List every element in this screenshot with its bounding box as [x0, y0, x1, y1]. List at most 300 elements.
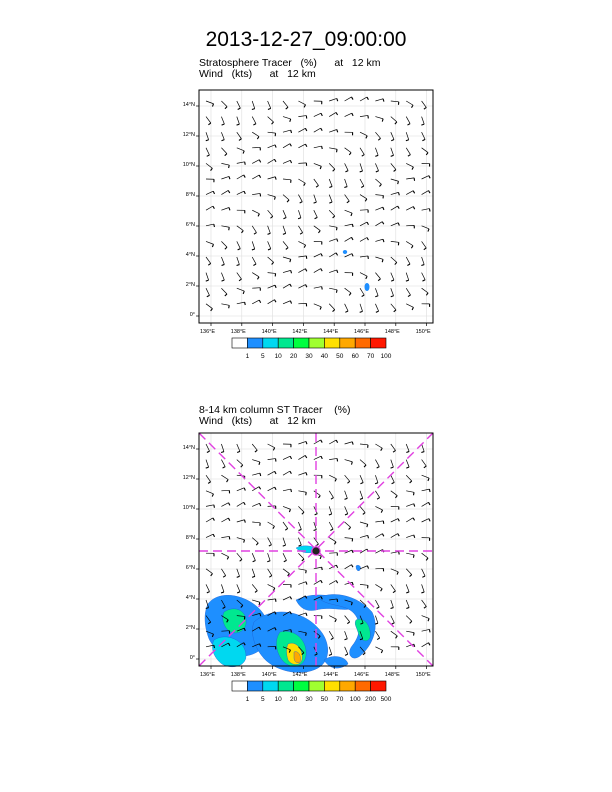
wind-barb	[268, 487, 275, 491]
wind-barb-flag	[329, 202, 332, 203]
wind-barb-flag	[243, 151, 244, 154]
colorbar-swatch	[232, 681, 247, 691]
wind-barb-flag	[413, 555, 414, 558]
wind-barb	[252, 257, 256, 264]
wind-barb-flag	[306, 570, 307, 573]
wind-barb-flag	[316, 185, 318, 187]
wind-barb	[360, 304, 363, 312]
wind-barb	[298, 613, 306, 616]
wind-barb	[345, 475, 350, 481]
lon-tick-label: 138°E	[230, 329, 246, 335]
wind-barb-flag	[237, 265, 240, 266]
wind-barb	[345, 506, 348, 513]
wind-barb-flag	[273, 526, 275, 529]
wind-barb	[375, 239, 383, 241]
wind-barb-flag	[229, 207, 230, 210]
wind-barb-flag	[377, 467, 380, 468]
wind-barb-flag	[345, 171, 348, 172]
colorbar-swatch	[309, 681, 324, 691]
wind-barb-flag	[412, 167, 413, 170]
wind-barb-flag	[345, 654, 348, 655]
colorbar-label: 10	[274, 696, 282, 703]
wind-barb-flag	[305, 144, 306, 147]
wind-barb	[314, 580, 321, 584]
colorbar-swatch	[355, 681, 370, 691]
wind-barb	[375, 506, 382, 510]
wind-barb	[422, 460, 427, 466]
wind-barb	[422, 191, 429, 195]
wind-barb-flag	[244, 502, 246, 505]
wind-barb-flag	[320, 307, 321, 310]
lat-tick-label: 0°	[189, 312, 195, 318]
wind-barb	[237, 162, 245, 164]
wind-barb-flag	[406, 607, 409, 608]
wind-barb-flag	[289, 509, 290, 512]
wind-barb-flag	[287, 200, 289, 202]
wind-barb-flag	[318, 231, 320, 233]
panel1-subtitle: Wind (kts) at 12 km	[199, 68, 316, 80]
wind-barb	[345, 522, 351, 527]
wind-barb-flag	[225, 154, 227, 156]
wind-barb	[360, 273, 367, 277]
wind-barb-flag	[360, 483, 363, 484]
wind-barb	[221, 536, 229, 537]
wind-barb	[268, 285, 275, 288]
lon-tick-label: 144°E	[323, 672, 339, 678]
wind-barb	[391, 206, 398, 210]
wind-barb-flag	[237, 124, 240, 125]
wind-barb	[329, 304, 335, 310]
wind-barb	[252, 193, 260, 194]
wind-barb-flag	[258, 214, 259, 217]
colorbar-swatch	[232, 338, 247, 348]
wind-barb-flag	[259, 175, 260, 178]
wind-barb-flag	[244, 175, 246, 178]
wind-barb-flag	[206, 280, 209, 281]
wind-barb	[268, 210, 273, 216]
wind-barb	[375, 521, 383, 522]
wind-barb	[252, 117, 256, 124]
wind-barb	[345, 179, 348, 187]
wind-barb	[329, 631, 333, 638]
wind-barb-flag	[244, 520, 245, 523]
wind-barb	[375, 132, 380, 138]
wind-barb-flag	[336, 565, 337, 568]
lat-tick-label: 8°N	[185, 535, 195, 541]
wind-barb-flag	[414, 535, 415, 538]
wind-barb	[360, 506, 365, 512]
wind-barb	[360, 163, 363, 171]
wind-barb	[206, 191, 213, 194]
wind-barb	[360, 238, 367, 242]
wind-barb-flag	[428, 229, 429, 232]
wind-barb-flag	[229, 305, 230, 308]
wind-barb-flag	[255, 591, 257, 593]
wind-barb	[268, 241, 271, 248]
wind-barb	[345, 224, 353, 226]
wind-barb-flag	[225, 247, 227, 249]
lon-tick-label: 148°E	[384, 329, 400, 335]
wind-barb	[268, 177, 276, 179]
wind-barb-flag	[406, 280, 409, 281]
wind-barb	[283, 471, 290, 475]
colorbar-swatch	[294, 681, 309, 691]
wind-barb	[360, 522, 368, 524]
wind-barb	[345, 616, 350, 622]
wind-barb	[283, 257, 291, 259]
wind-barb	[283, 456, 290, 459]
wind-barb	[268, 522, 275, 526]
wind-barb-flag	[283, 545, 286, 546]
tracer-patch	[365, 283, 370, 291]
wind-barb	[345, 254, 352, 257]
wind-barb	[345, 113, 352, 116]
wind-barb-flag	[398, 192, 399, 195]
wind-barb-flag	[243, 291, 244, 294]
wind-barb-flag	[429, 209, 430, 212]
wind-barb-flag	[407, 124, 410, 125]
wind-barb-flag	[306, 492, 307, 495]
wind-barb	[298, 455, 305, 459]
wind-barb-flag	[344, 187, 347, 188]
wind-barb-flag	[306, 285, 307, 288]
wind-barb	[375, 288, 378, 296]
wind-barb-flag	[300, 233, 303, 235]
lat-tick-label: 10°N	[182, 505, 195, 511]
wind-barb-flag	[259, 487, 261, 490]
wind-barb	[206, 460, 209, 468]
colorbar-swatch	[355, 338, 370, 348]
wind-barb	[391, 444, 396, 450]
wind-barb-flag	[331, 638, 334, 640]
wind-barb	[375, 491, 379, 498]
wind-barb	[422, 273, 426, 280]
wind-barb	[375, 534, 382, 538]
wind-barb	[283, 195, 289, 200]
wind-barb-flag	[352, 113, 353, 116]
wind-barb-flag	[424, 466, 426, 468]
wind-barb-flag	[221, 140, 224, 141]
wind-barb-flag	[424, 606, 426, 608]
wind-barb	[422, 629, 430, 631]
wind-barb	[360, 179, 364, 186]
wind-barb-flag	[398, 206, 400, 209]
wind-barb	[237, 584, 240, 591]
wind-barb	[422, 502, 429, 506]
wind-barb	[298, 582, 306, 585]
wind-barb-flag	[253, 561, 256, 562]
wind-barb	[406, 569, 412, 575]
wind-barb-flag	[407, 264, 410, 265]
wind-barb	[406, 553, 414, 555]
colorbar-swatch	[324, 338, 339, 348]
wind-barb-flag	[322, 567, 323, 570]
wind-barb	[422, 257, 425, 265]
wind-barb	[391, 616, 395, 623]
wind-barb	[375, 584, 382, 588]
wind-barb	[221, 148, 226, 154]
wind-barb	[237, 553, 242, 559]
wind-barb-flag	[382, 259, 383, 262]
wind-barb	[298, 285, 305, 289]
wind-barb-flag	[421, 452, 424, 453]
wind-barb	[375, 304, 378, 311]
wind-barb	[206, 584, 210, 591]
wind-barb-flag	[397, 572, 398, 575]
wind-barb-flag	[349, 293, 351, 295]
wind-barb	[360, 288, 364, 295]
wind-barb-flag	[299, 545, 302, 546]
wind-barb	[422, 616, 429, 619]
wind-barb	[252, 584, 257, 590]
wind-barb	[422, 241, 427, 248]
wind-barb	[206, 206, 213, 210]
wind-barb	[283, 569, 289, 574]
wind-barb-flag	[395, 262, 397, 264]
wind-barb	[391, 179, 399, 181]
wind-barb-flag	[212, 494, 213, 497]
wind-barb	[268, 145, 275, 148]
wind-barb	[314, 179, 319, 185]
wind-barb	[422, 553, 428, 558]
wind-barb-flag	[428, 643, 430, 646]
wind-barb-flag	[322, 146, 323, 149]
wind-barb	[206, 569, 212, 574]
wind-barb-flag	[375, 623, 378, 624]
colorbar-swatch	[371, 681, 386, 691]
wind-barb-flag	[208, 263, 210, 265]
wind-barb	[206, 518, 213, 522]
wind-barb-flag	[345, 514, 348, 515]
wind-barb-flag	[383, 207, 384, 210]
wind-barb-flag	[283, 218, 286, 219]
wind-barb-flag	[260, 473, 261, 476]
lat-tick-label: 2°N	[185, 625, 195, 631]
wind-barb	[406, 178, 414, 179]
wind-barb	[298, 179, 305, 183]
wind-barb	[252, 210, 259, 214]
lat-tick-label: 2°N	[185, 282, 195, 288]
wind-barb-flag	[291, 630, 292, 633]
lon-tick-label: 150°E	[415, 672, 431, 678]
wind-barb-flag	[286, 107, 288, 109]
wind-barb-flag	[424, 107, 426, 109]
wind-barb	[283, 160, 290, 163]
wind-barb-flag	[227, 479, 229, 482]
wind-barb-flag	[305, 455, 307, 458]
wind-barb	[422, 519, 429, 522]
wind-barb-flag	[320, 556, 321, 559]
wind-barb-flag	[244, 191, 245, 194]
wind-barb	[268, 459, 276, 460]
lon-tick-label: 140°E	[261, 329, 277, 335]
wind-barb-flag	[406, 592, 409, 593]
wind-barb	[345, 148, 351, 153]
wind-barb	[237, 273, 242, 279]
colorbar-swatch	[309, 338, 324, 348]
wind-barb	[329, 98, 337, 101]
wind-barb	[329, 129, 337, 132]
wind-barb	[283, 117, 291, 119]
wind-barb-flag	[223, 576, 226, 578]
wind-barb	[329, 616, 336, 620]
colorbar-swatch	[340, 681, 355, 691]
wind-barb-flag	[393, 450, 395, 452]
wind-barb-flag	[391, 155, 394, 156]
wind-barb-flag	[392, 623, 395, 624]
wind-barb	[237, 288, 244, 291]
wind-barb-flag	[207, 592, 210, 593]
wind-barb-flag	[375, 296, 378, 297]
wind-barb-flag	[206, 140, 209, 141]
wind-barb	[406, 518, 413, 522]
wind-barb-flag	[378, 138, 380, 140]
wind-barb	[360, 222, 367, 226]
wind-barb-flag	[362, 295, 365, 297]
wind-barb-flag	[352, 550, 353, 553]
wind-barb	[406, 584, 409, 591]
wind-barb-flag	[391, 296, 394, 297]
wind-barb-flag	[383, 239, 384, 242]
wind-barb-flag	[367, 97, 368, 100]
wind-barb-flag	[275, 177, 276, 180]
wind-barb-flag	[304, 245, 305, 248]
wind-barb-flag	[347, 201, 349, 203]
wind-barb	[252, 460, 260, 462]
wind-barb-flag	[364, 465, 366, 467]
wind-barb	[252, 160, 259, 164]
wind-barb-flag	[334, 542, 336, 545]
colorbar-label: 5	[260, 696, 265, 703]
wind-barb	[329, 440, 336, 444]
wind-barb	[375, 207, 382, 210]
wind-barb	[237, 257, 240, 265]
wind-barb-flag	[382, 119, 383, 122]
wind-barb	[314, 491, 320, 496]
wind-barb-flag	[360, 498, 363, 499]
wind-barb-flag	[239, 139, 241, 141]
wind-barb-flag	[336, 581, 337, 584]
wind-barb	[283, 489, 291, 491]
wind-barb	[345, 565, 352, 569]
lat-tick-label: 4°N	[185, 595, 195, 601]
wind-barb	[406, 475, 412, 481]
wind-barb-flag	[366, 276, 367, 279]
wind-barb-flag	[329, 186, 332, 187]
wind-barb	[375, 444, 382, 448]
wind-barb	[360, 491, 363, 499]
wind-barb	[283, 179, 291, 180]
wind-barb-flag	[321, 580, 323, 583]
wind-barb	[206, 304, 212, 309]
colorbar-swatch	[324, 681, 339, 691]
colorbar-swatch	[247, 338, 262, 348]
wind-barb-flag	[253, 124, 256, 125]
wind-barb-flag	[336, 112, 338, 115]
wind-barb	[283, 241, 288, 247]
wind-barb-flag	[329, 654, 332, 655]
wind-barb	[406, 163, 413, 167]
lat-tick-label: 8°N	[185, 192, 195, 198]
wind-barb-flag	[365, 199, 367, 202]
wind-barb	[237, 538, 245, 540]
wind-barb	[252, 300, 259, 304]
wind-barb	[422, 209, 430, 211]
lat-tick-label: 6°N	[185, 565, 195, 571]
colorbar-label: 20	[289, 353, 298, 360]
wind-barb-flag	[349, 153, 351, 155]
colorbar-label: 1	[245, 696, 250, 703]
wind-barb-flag	[214, 224, 215, 227]
wind-barb-flag	[222, 124, 225, 125]
lat-tick-label: 14°N	[182, 445, 195, 451]
wind-barb	[329, 253, 336, 257]
wind-barb-flag	[410, 621, 412, 623]
wind-barb	[391, 273, 394, 280]
wind-barb-flag	[335, 619, 336, 622]
wind-barb	[391, 534, 398, 538]
tracer-patch	[343, 250, 347, 254]
wind-barb	[314, 254, 321, 257]
wind-barb-flag	[347, 481, 349, 483]
wind-barb-flag	[252, 109, 255, 110]
wind-barb-flag	[299, 529, 302, 530]
lon-tick-label: 142°E	[292, 672, 308, 678]
panel2-subtitle: Wind (kts) at 12 km	[199, 415, 316, 427]
wind-barb-flag	[381, 589, 383, 592]
wind-barb-flag	[368, 535, 369, 538]
wind-barb	[298, 241, 305, 245]
wind-barb	[221, 241, 227, 247]
wind-barb-flag	[213, 206, 215, 209]
wind-barb	[283, 597, 290, 600]
wind-barb	[237, 502, 244, 506]
wind-barb	[422, 569, 425, 576]
wind-barb-flag	[377, 638, 380, 640]
wind-barb-flag	[244, 488, 245, 491]
wind-barb	[391, 163, 396, 169]
wind-barb-flag	[238, 249, 241, 250]
wind-barb-flag	[260, 503, 261, 506]
wind-barb-flag	[305, 269, 306, 272]
wind-barb-flag	[275, 471, 276, 474]
wind-barb	[252, 175, 259, 179]
wind-barb	[298, 144, 305, 148]
wind-barb	[345, 631, 348, 639]
wind-barb	[283, 144, 290, 148]
wind-barb	[252, 101, 255, 109]
wind-barb	[314, 269, 321, 273]
wind-barb	[268, 584, 275, 588]
wind-barb-flag	[344, 639, 347, 640]
wind-barb-flag	[237, 592, 240, 593]
wind-barb	[237, 175, 244, 179]
wind-barb	[237, 302, 245, 304]
wind-barb	[221, 257, 224, 264]
lon-tick-label: 146°E	[354, 672, 370, 678]
wind-barb	[329, 288, 337, 290]
wind-barb	[422, 148, 428, 153]
wind-barb	[314, 440, 321, 444]
wind-barb-flag	[398, 519, 399, 522]
tracer-patch	[356, 565, 361, 571]
wind-barb-flag	[245, 302, 246, 305]
wind-barb-flag	[291, 270, 292, 273]
wind-barb-flag	[275, 487, 276, 490]
wind-barb	[237, 148, 244, 151]
wind-barb	[268, 538, 272, 545]
wind-barb	[406, 241, 413, 245]
